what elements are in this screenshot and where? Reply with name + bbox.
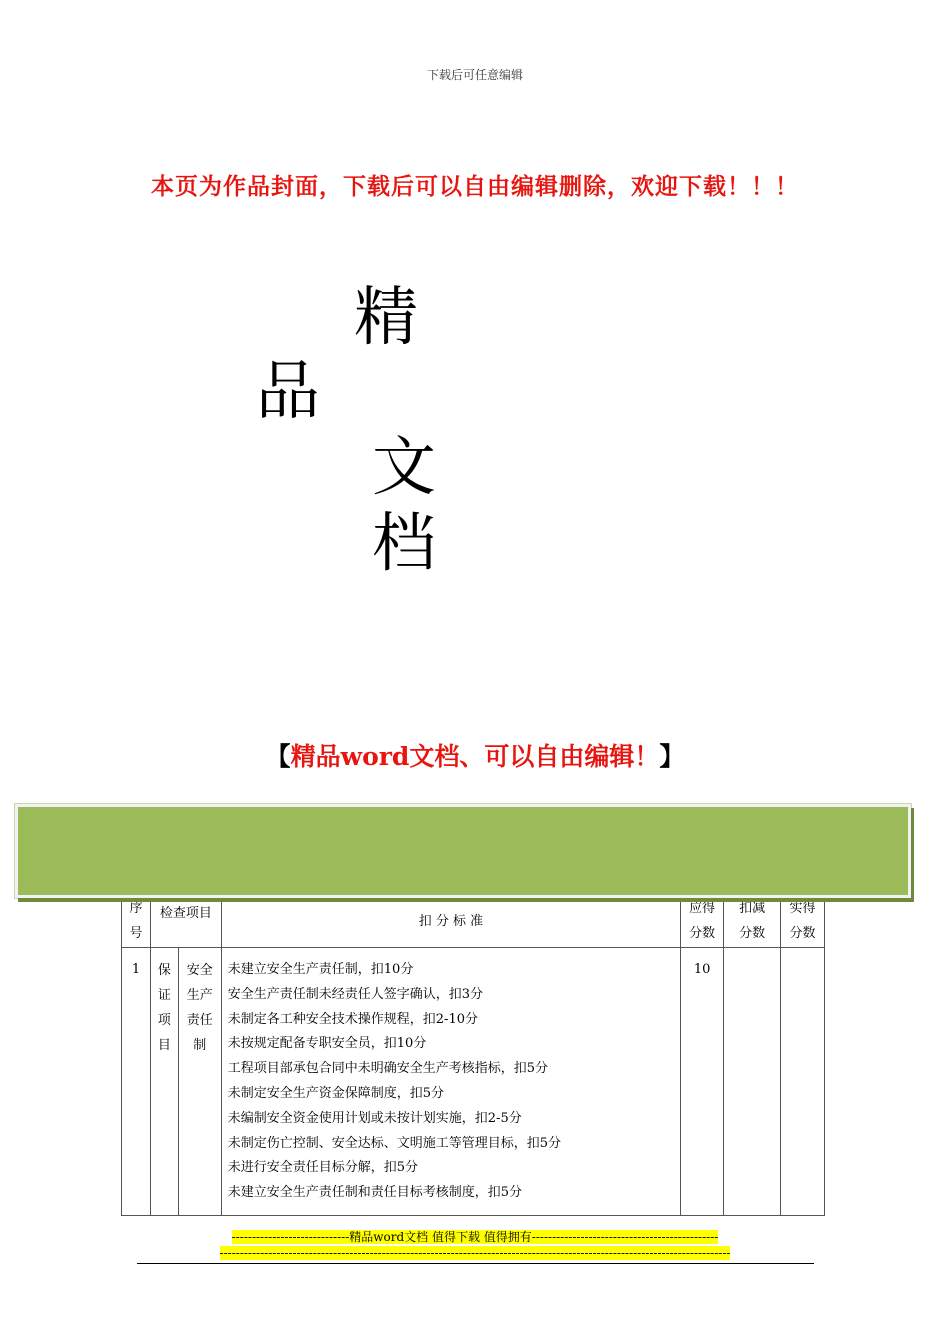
criterion: 未制定各工种安全技术操作规程，扣2-10分 (227, 1011, 478, 1027)
header-due: 应得分数 (681, 896, 724, 948)
criterion: 未建立安全生产责任制和责任目标考核制度，扣5分 (227, 1185, 523, 1201)
footer-line-1: -----------------------------精品word文档 值得下载 值得拥有---------------------------------------------- (231, 1230, 719, 1244)
header-deduct: 扣减分数 (724, 896, 781, 948)
row-item: 安全生产责任制 (178, 948, 221, 1216)
slogan-close-bracket: 】 (659, 742, 685, 771)
green-banner (15, 804, 911, 898)
inspection-table (121, 895, 825, 1216)
cover-title-char-1: 精 (354, 281, 418, 355)
row-category: 保证项目 (150, 948, 178, 1216)
footer-line-2: ------------------------------------------------------------------------------------------------------------------------------ (219, 1246, 731, 1260)
footer-rule (137, 1263, 814, 1264)
slogan (0, 737, 950, 773)
slogan-text: 精品word文档、可以自由编辑！ (290, 742, 660, 771)
row-deduct-score (724, 948, 781, 1216)
header-standard: 扣 分 标 准 (221, 896, 680, 948)
row-actual-score (781, 948, 825, 1216)
cover-title-char-3: 文 (372, 431, 436, 505)
criterion: 安全生产责任制未经责任人签字确认，扣3分 (227, 986, 484, 1002)
table-header-row (122, 896, 825, 948)
cover-notice: 本页为作品封面，下载后可以自由编辑删除，欢迎下载！！！ (151, 173, 799, 200)
header-note: 下载后可任意编辑 (426, 68, 523, 82)
criterion: 未编制安全资金使用计划或未按计划实施，扣2-5分 (227, 1110, 522, 1126)
criterion: 工程项目部承包合同中未明确安全生产考核指标，扣5分 (227, 1061, 549, 1077)
cover-title-char-2: 品 (256, 355, 320, 429)
row-seq: 1 (122, 948, 151, 1216)
header-actual: 实得分数 (781, 896, 825, 948)
criterion: 未建立安全生产责任制，扣10分 (227, 962, 414, 977)
table-row (122, 948, 825, 1216)
cover-title-char-4: 档 (372, 507, 436, 581)
criterion: 未制定安全生产资金保障制度，扣5分 (227, 1085, 445, 1101)
slogan-open-bracket: 【 (265, 742, 291, 771)
row-criteria (221, 948, 680, 1216)
header-item: 检查项目 (150, 896, 221, 948)
criterion: 未制定伤亡控制、安全达标、文明施工等管理目标，扣5分 (227, 1135, 562, 1151)
header-seq: 序号 (122, 896, 151, 948)
row-due-score: 10 (681, 948, 724, 1216)
criterion: 未按规定配备专职安全员，扣10分 (227, 1036, 427, 1052)
criterion: 未进行安全责任目标分解，扣5分 (227, 1160, 419, 1176)
